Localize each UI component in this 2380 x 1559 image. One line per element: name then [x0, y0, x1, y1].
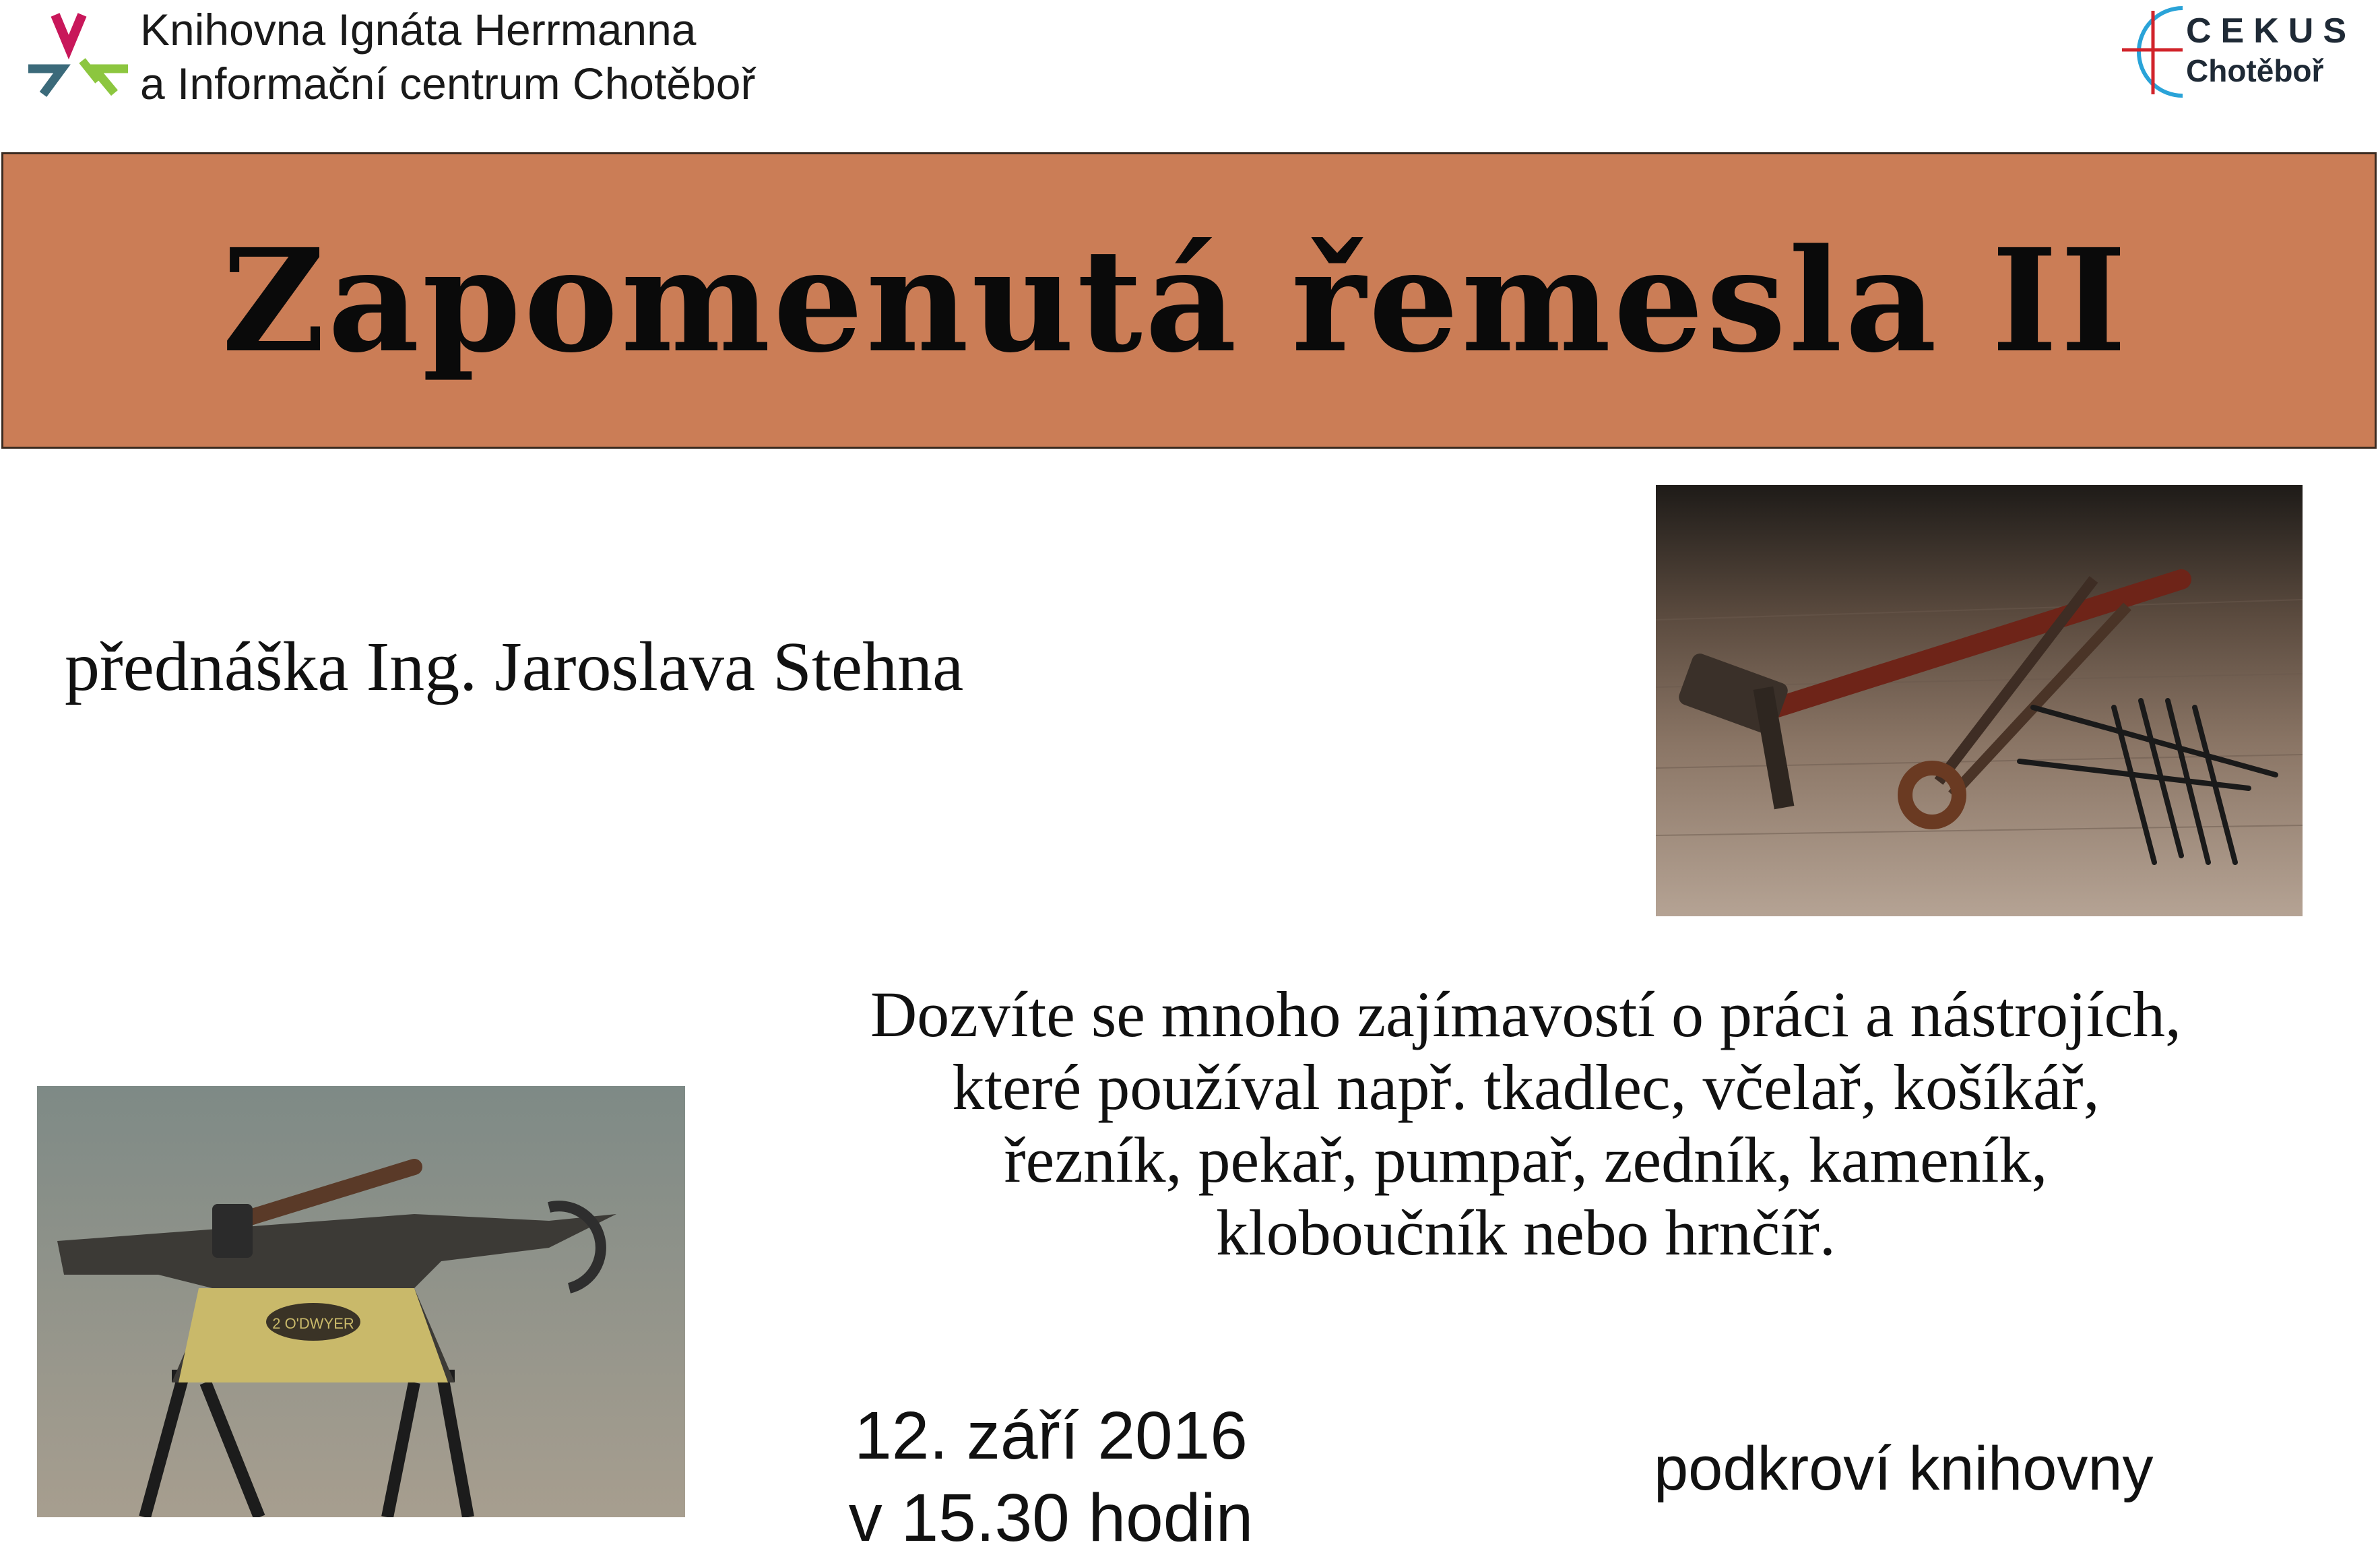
library-logo — [20, 7, 135, 108]
event-venue: podkroví knihovny — [1654, 1434, 2154, 1503]
library-name-line1: Knihovna Ignáta Herrmanna — [140, 5, 697, 55]
cekus-name-line1: CEKUS — [2186, 11, 2356, 51]
page-title: Zapomenutá řemesla II — [222, 217, 2129, 384]
library-name — [140, 3, 755, 110]
cekus-name-line2: Chotěboř — [2186, 53, 2324, 88]
tools-photo — [1656, 485, 2303, 916]
cekus-name — [2186, 11, 2356, 90]
description — [701, 978, 2351, 1269]
description-line2: které používal např. tkadlec, včelař, košíkář, — [952, 1051, 2100, 1123]
description-line3: řezník, pekař, pumpař, zedník, kameník, — [1004, 1124, 2048, 1196]
title-banner — [1, 152, 2377, 449]
event-datetime — [795, 1395, 1307, 1559]
event-date: 12. září 2016 — [854, 1398, 1248, 1473]
anvil-label: 2 O'DWYER — [272, 1315, 354, 1332]
anvil-photo — [37, 1086, 685, 1517]
description-line4: kloboučník nebo hrnčíř. — [1216, 1197, 1836, 1269]
lecture-line: přednáška Ing. Jaroslava Stehna — [65, 628, 964, 705]
description-line1: Dozvíte se mnoho zajímavostí o práci a nástrojích, — [870, 978, 2182, 1050]
event-time: v 15.30 hodin — [848, 1480, 1254, 1556]
library-name-line2: a Informační centrum Chotěboř — [140, 59, 756, 108]
